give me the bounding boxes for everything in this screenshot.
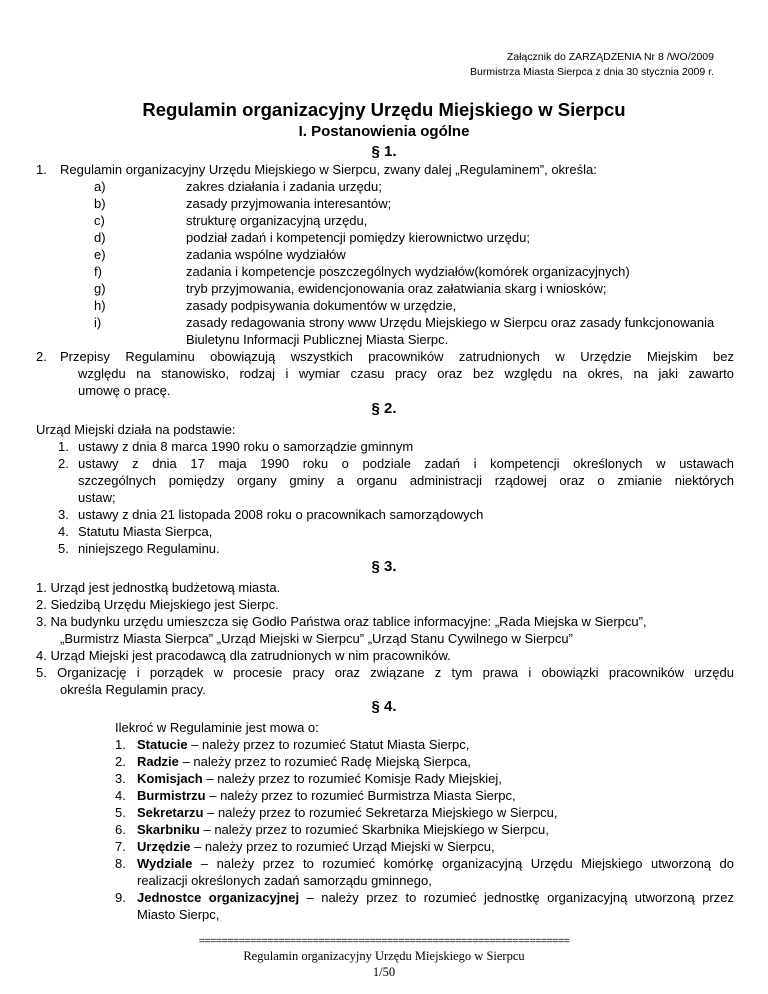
sec1-item-i-continuation: Biuletynu Informacji Publicznej Miasta Sierpc. bbox=[186, 332, 449, 347]
sec4-def-continuation: Miasto Sierpc, bbox=[137, 907, 220, 922]
sec1-p1-text: Regulamin organizacyjny Urzędu Miejskiego w Sierpcu, zwany dalej „Regulaminem”, określa: bbox=[60, 162, 597, 177]
sec2-item-text: ustawy z dnia 21 listopada 2008 roku o pracownikach samorządowych bbox=[78, 507, 484, 522]
sec4-def-number: 7. bbox=[115, 839, 126, 854]
section-3-heading: § 3. bbox=[371, 558, 397, 575]
sec2-item-text: ustaw; bbox=[78, 490, 116, 505]
sec4-def-rest: – należy przez to rozumieć Skarbnika Miejskiego w Sierpcu, bbox=[199, 822, 549, 837]
sec4-def bbox=[137, 889, 734, 906]
sec4-def-number: 6. bbox=[115, 822, 126, 837]
sec1-item-letter: h) bbox=[94, 298, 106, 313]
sec1-item-text: zadania i kompetencje poszczególnych wydziałów(komórek organizacyjnych) bbox=[186, 264, 630, 279]
header-note-line2: Burmistrza Miasta Sierpca z dnia 30 stycznia 2009 r. bbox=[470, 66, 714, 78]
sec4-def-term: Urzędzie bbox=[137, 839, 191, 854]
sec4-def-number: 3. bbox=[115, 771, 126, 786]
sec4-def-rest: – należy przez to rozumieć Statut Miasta Sierpc, bbox=[187, 737, 470, 752]
document-title: Regulamin organizacyjny Urzędu Miejskiego w Sierpcu bbox=[142, 99, 626, 120]
sec4-def-number: 4. bbox=[115, 788, 126, 803]
sec4-def-number: 9. bbox=[115, 890, 126, 905]
sec1-item-text: tryb przyjmowania, ewidencjonowania oraz załatwiania skarg i wniosków; bbox=[186, 281, 607, 296]
sec4-def-rest: – należy przez to rozumieć komórkę organizacyjną Urzędu Miejskiego utworzoną do bbox=[192, 856, 734, 871]
section-4-heading: § 4. bbox=[371, 698, 397, 715]
sec4-def-term: Radzie bbox=[137, 754, 179, 769]
sec4-def-rest: – należy przez to rozumieć Burmistrza Miasta Sierpc, bbox=[205, 788, 516, 803]
sec3-line: 1. Urząd jest jednostką budżetową miasta. bbox=[36, 580, 281, 595]
sec4-def bbox=[137, 787, 516, 804]
sec4-def bbox=[137, 736, 469, 753]
sec4-def-term: Skarbniku bbox=[137, 822, 200, 837]
sec1-item-text: strukturę organizacyjną urzędu, bbox=[186, 213, 368, 228]
sec4-def-number: 1. bbox=[115, 737, 126, 752]
sec1-item-text: zasady redagowania strony www Urzędu Miejskiego w Sierpcu oraz zasady funkcjonowania bbox=[186, 315, 715, 330]
header-note-line1: Załącznik do ZARZĄDZENIA Nr 8 /WO/2009 bbox=[506, 51, 714, 63]
sec1-item-text: zasady podpisywania dokumentów w urzędzie, bbox=[186, 298, 457, 313]
sec4-def-rest: – należy przez to rozumieć jednostkę organizacyjną utworzoną przez bbox=[299, 890, 734, 905]
sec2-item-number: 3. bbox=[58, 507, 69, 522]
sec1-item-text: zakres działania i zadania urzędu; bbox=[186, 179, 382, 194]
sec4-def bbox=[137, 838, 495, 855]
sec4-def-continuation: realizacji określonych zadań samorządu gminnego, bbox=[137, 873, 432, 888]
section-1-heading: § 1. bbox=[371, 143, 397, 160]
sec4-def-number: 8. bbox=[115, 856, 126, 871]
sec3-line: 3. Na budynku urzędu umieszcza się Godło Państwa oraz tablice informacyjne: „Rada Miejska w Sierpcu”, bbox=[36, 614, 647, 629]
section-2-heading: § 2. bbox=[371, 400, 397, 417]
sec4-def-rest: – należy przez to rozumieć Sekretarza Miejskiego w Sierpcu, bbox=[203, 805, 558, 820]
sec1-item-letter: g) bbox=[94, 281, 106, 296]
sec4-def-term: Komisjach bbox=[137, 771, 203, 786]
sec3-line: określa Regulamin pracy. bbox=[60, 682, 206, 697]
page-number: 1/50 bbox=[372, 965, 396, 979]
sec4-def-term: Statucie bbox=[137, 737, 188, 752]
sec1-item-text: podział zadań i kompetencji pomiędzy kierownictwo urzędu; bbox=[186, 230, 530, 245]
sec1-item-letter: f) bbox=[94, 264, 102, 279]
sec4-def-rest: – należy przez to rozumieć Komisje Rady Miejskiej, bbox=[202, 771, 502, 786]
sec1-p2-line2: względu na stanowisko, rodzaj i wymiar czasu pracy oraz bez względu na okres, na jaki zawarto bbox=[78, 366, 734, 381]
sec1-item-letter: e) bbox=[94, 247, 106, 262]
sec1-p2-line3: umowę o pracę. bbox=[78, 383, 171, 398]
sec4-def-term: Burmistrzu bbox=[137, 788, 206, 803]
sec3-line: 5. Organizację i porządek w procesie pracy oraz związane z tym prawa i obowiązki pracowników urzędu bbox=[36, 665, 734, 680]
sec1-item-letter: b) bbox=[94, 196, 106, 211]
header-note bbox=[470, 50, 714, 80]
sec4-def-number: 2. bbox=[115, 754, 126, 769]
sec1-item-letter: c) bbox=[94, 213, 105, 228]
sec4-def bbox=[137, 753, 471, 770]
sec4-def bbox=[137, 804, 558, 821]
sec4-def bbox=[137, 821, 549, 838]
chapter-heading: I. Postanowienia ogólne bbox=[298, 123, 470, 140]
sec2-item-text: ustawy z dnia 17 maja 1990 roku o podziale zadań i kompetencji określonych w ustawach bbox=[78, 456, 734, 471]
sec4-def-term: Wydziale bbox=[137, 856, 193, 871]
sec4-def-rest: – należy przez to rozumieć Radę Miejską Sierpca, bbox=[178, 754, 471, 769]
sec4-def-term: Jednostce organizacyjnej bbox=[137, 890, 300, 905]
sec1-item-letter: a) bbox=[94, 179, 106, 194]
sec3-line: „Burmistrz Miasta Sierpca” „Urząd Miejski w Sierpcu” „Urząd Stanu Cywilnego w Sierpcu” bbox=[60, 631, 573, 646]
sec4-def bbox=[137, 770, 502, 787]
sec4-def-term: Sekretarzu bbox=[137, 805, 204, 820]
sec2-item-text: niniejszego Regulaminu. bbox=[78, 541, 220, 556]
sec1-item-letter: d) bbox=[94, 230, 106, 245]
sec3-line: 4. Urząd Miejski jest pracodawcą dla zatrudnionych w nim pracowników. bbox=[36, 648, 451, 663]
sec2-item-text: ustawy z dnia 8 marca 1990 roku o samorządzie gminnym bbox=[78, 439, 414, 454]
sec2-item-text: szczególnych pomiędzy organy gminy a organu administracji rządowej oraz o zmianie niektórych bbox=[78, 473, 734, 488]
footer-title: Regulamin organizacyjny Urzędu Miejskiego w Sierpcu bbox=[243, 949, 525, 963]
sec1-p2-number: 2. bbox=[36, 349, 47, 364]
sec3-line: 2. Siedzibą Urzędu Miejskiego jest Sierpc. bbox=[36, 597, 279, 612]
sec1-p1-number: 1. bbox=[36, 162, 47, 177]
sec4-intro: Ilekroć w Regulaminie jest mowa o: bbox=[115, 720, 319, 735]
sec4-def-number: 5. bbox=[115, 805, 126, 820]
sec4-def-rest: – należy przez to rozumieć Urząd Miejski w Sierpcu, bbox=[190, 839, 495, 854]
sec4-def bbox=[137, 855, 734, 872]
sec1-item-text: zadania wspólne wydziałów bbox=[186, 247, 346, 262]
sec2-intro: Urząd Miejski działa na podstawie: bbox=[36, 422, 236, 437]
sec2-item-number: 2. bbox=[58, 456, 69, 471]
sec1-item-text: zasady przyjmowania interesantów; bbox=[186, 196, 392, 211]
sec2-item-text: Statutu Miasta Sierpca, bbox=[78, 524, 213, 539]
sec2-item-number: 4. bbox=[58, 524, 69, 539]
footer-rule: ================================================================= bbox=[198, 936, 570, 948]
sec1-item-letter: i) bbox=[94, 315, 102, 330]
sec1-p2-line1: Przepisy Regulaminu obowiązują wszystkich pracowników zatrudnionych w Urzędzie Miejskim bez bbox=[60, 349, 734, 364]
sec2-item-number: 5. bbox=[58, 541, 69, 556]
sec2-item-number: 1. bbox=[58, 439, 69, 454]
